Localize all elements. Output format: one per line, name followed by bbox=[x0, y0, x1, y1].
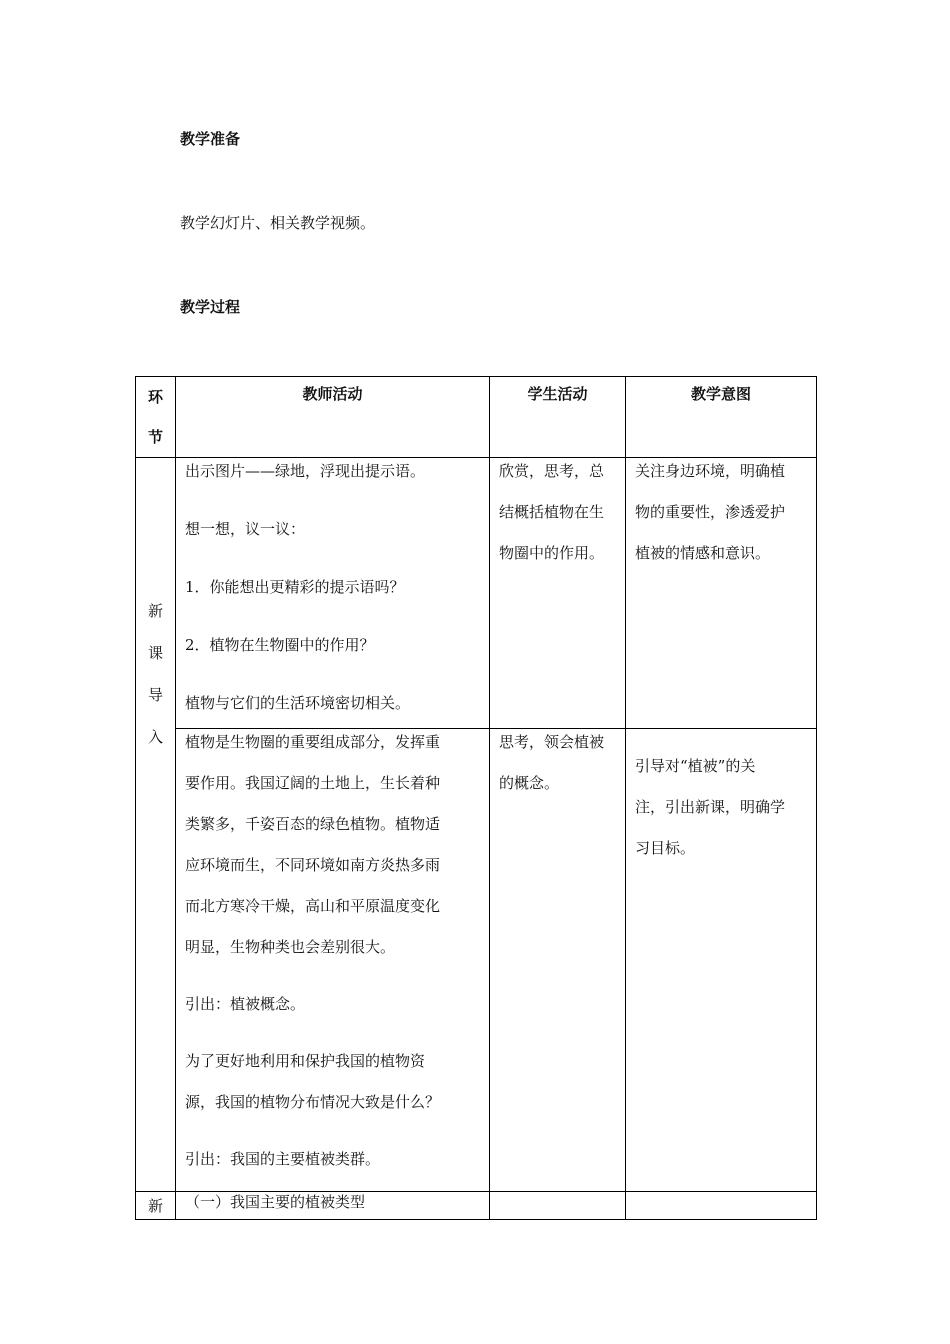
teacher-line: 植物与它们的生活环境密切相关。 bbox=[185, 694, 411, 712]
new-lesson-row bbox=[136, 1192, 817, 1220]
intent-line: 注，引出新课，明确学 bbox=[635, 798, 786, 816]
teacher-line: 源，我国的植物分布情况大致是什么？ bbox=[185, 1093, 441, 1111]
section-char: 课 bbox=[147, 644, 163, 662]
concept-intent bbox=[626, 729, 817, 1192]
process-heading: 教学过程 bbox=[180, 298, 241, 316]
intro-row-1 bbox=[136, 458, 817, 729]
teacher-line: 明显，生物种类也会差别很大。 bbox=[185, 938, 396, 956]
intent-line: 引导对“植被”的关 bbox=[635, 757, 756, 775]
concept-teacher-activity bbox=[176, 729, 490, 1192]
prep-heading: 教学准备 bbox=[180, 130, 241, 148]
intent-line: 习目标。 bbox=[635, 839, 696, 857]
section-new bbox=[136, 1192, 176, 1220]
teacher-line: 2．植物在生物圈中的作用？ bbox=[185, 636, 375, 654]
teacher-line: （一）我国主要的植被类型 bbox=[185, 1193, 366, 1211]
intro-teacher-activity bbox=[176, 458, 490, 729]
intent-line: 关注身边环境，明确植 bbox=[635, 462, 786, 480]
teacher-line: 1．你能想出更精彩的提示语吗？ bbox=[185, 578, 405, 596]
section-char: 入 bbox=[147, 728, 163, 746]
student-line: 欣赏，思考，总 bbox=[499, 462, 605, 480]
teacher-line: 而北方寒冷干燥，高山和平原温度变化 bbox=[185, 897, 441, 915]
teacher-line: 植物是生物圈的重要组成部分，发挥重 bbox=[185, 733, 441, 751]
lesson-table bbox=[135, 376, 817, 1220]
header-student: 学生活动 bbox=[490, 377, 626, 458]
table-header-row bbox=[136, 377, 817, 458]
concept-student-activity bbox=[490, 729, 626, 1192]
header-section bbox=[136, 377, 176, 458]
header-intent: 教学意图 bbox=[626, 377, 817, 458]
teacher-line: 引出：我国的主要植被类群。 bbox=[185, 1150, 381, 1168]
teacher-line: 要作用。我国辽阔的土地上，生长着种 bbox=[185, 774, 441, 792]
header-teacher: 教师活动 bbox=[176, 377, 490, 458]
student-line: 的概念。 bbox=[499, 774, 560, 792]
section-intro bbox=[136, 458, 176, 1192]
header-section-char-1: 环 bbox=[147, 388, 163, 406]
student-line: 物圈中的作用。 bbox=[499, 544, 605, 562]
teacher-line: 想一想，议一议： bbox=[185, 520, 306, 538]
prep-body: 教学幻灯片、相关教学视频。 bbox=[180, 214, 376, 232]
student-line: 思考，领会植被 bbox=[499, 733, 605, 751]
teacher-line: 应环境而生，不同环境如南方炎热多雨 bbox=[185, 856, 441, 874]
teacher-line: 类繁多，千姿百态的绿色植物。植物适 bbox=[185, 815, 441, 833]
intro-intent bbox=[626, 458, 817, 729]
intent-line: 物的重要性，渗透爱护 bbox=[635, 503, 786, 521]
header-section-char-2: 节 bbox=[147, 428, 163, 446]
section-char: 新 bbox=[147, 602, 163, 620]
student-line: 结概括植物在生 bbox=[499, 503, 605, 521]
section-char: 导 bbox=[147, 686, 163, 704]
new-student-activity bbox=[490, 1192, 626, 1220]
intro-row-2 bbox=[136, 729, 817, 1192]
section-char: 新 bbox=[147, 1197, 163, 1215]
intro-student-activity bbox=[490, 458, 626, 729]
teacher-line: 为了更好地利用和保护我国的植物资 bbox=[185, 1052, 426, 1070]
new-teacher-activity bbox=[176, 1192, 490, 1220]
teacher-line: 引出：植被概念。 bbox=[185, 995, 306, 1013]
teacher-line: 出示图片——绿地，浮现出提示语。 bbox=[185, 462, 426, 480]
new-intent bbox=[626, 1192, 817, 1220]
intent-line: 植被的情感和意识。 bbox=[635, 544, 771, 562]
